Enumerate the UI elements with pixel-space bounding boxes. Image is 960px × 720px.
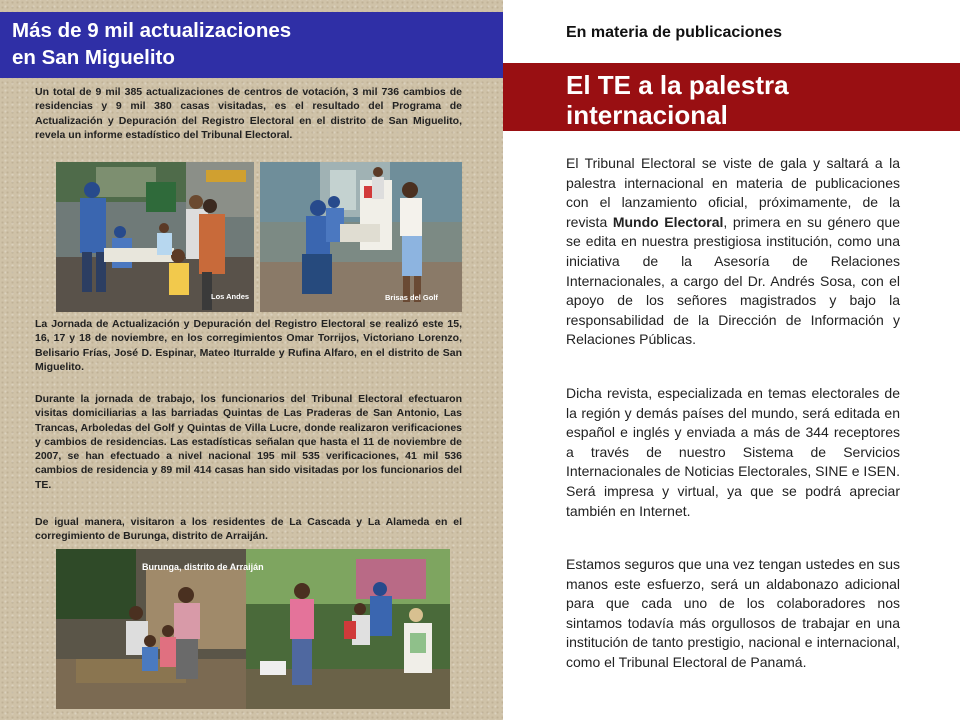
right-kicker: En materia de publicaciones (566, 24, 783, 41)
photo-brisas-del-golf-image (260, 162, 462, 312)
right-title-line2: internacional (566, 100, 728, 130)
right-title-line1: El TE a la palestra (566, 70, 789, 100)
photo-los-andes-image (56, 162, 254, 312)
magazine-name: Mundo Electoral (612, 213, 724, 230)
left-paragraph-1: Un total de 9 mil 385 actualizaciones de centros de votación, 3 mil 736 cambios de residencias y 9 mil 380 casas visitadas, es el resultado del Programa de Actualización y Depuración del Registro Electoral en el distrito de San Miguelito, revela un informe estadístico del Tribunal Electoral. (35, 86, 462, 141)
left-title-line1: Más de 9 mil actualizaciones (12, 19, 292, 42)
right-paragraph-1 (566, 154, 900, 350)
right-paragraph-1-start: El Tribunal Electoral se viste de gala y saltará a la palestra internacional en materia de publicaciones con el lanzamiento oficial, próximamente, de la revista (566, 155, 900, 230)
right-paragraph-2: Dicha revista, especializada en temas electorales de la región y demás países del mundo, será editada en español e inglés y enviada a más de 344 receptores a través de nuestro Sistema de Servicios Internacionales de Noticias Electorales, SINE e ISEN. Será impresa y virtual, ya que se podrá apreciar también en Internet. (566, 385, 900, 519)
photo-burunga-image (56, 549, 450, 709)
photo-burunga-caption: Burunga, distrito de Arraiján (142, 562, 264, 572)
left-paragraph-3: Durante la jornada de trabajo, los funcionarios del Tribunal Electoral efectuaron visitas domiciliarias a las barriadas Quintas de Las Praderas de San Antonio, Las Trancas, Arboledas del Golf y Quintas de Villa Lucre, donde realizaron verificaciones y cambios de residencias. Las estadísticas señalan que hasta el 11 de noviembre de 2007, se han efectuado a nivel nacional 195 mil 535 verificaciones, 41 mil 536 cambios de residencia y 89 mil 414 casas han sido visitadas por los funcionarios del TE. (35, 393, 462, 491)
photo-brisas-del-golf-caption: Brisas del Golf (385, 293, 438, 302)
photo-los-andes (56, 162, 254, 312)
left-paragraph-2: La Jornada de Actualización y Depuración del Registro Electoral se realizó este 15, 16, 17 y 18 de noviembre, en los corregimientos Omar Torrijos, Victoriano Lorenzo, Belisario Frías, José D. Espinar, Mateo Iturralde y Rufina Alfaro, en el distrito de San Miguelito. (35, 318, 462, 373)
left-paragraph-4: De igual manera, visitaron a los residentes de La Cascada y La Alameda en el corregimiento de Burunga, distrito de Arraiján. (35, 516, 462, 543)
photo-brisas-del-golf (260, 162, 462, 312)
right-paragraph-3: Estamos seguros que una vez tengan ustedes en sus manos este esfuerzo, será un aldabonazo adicional para que cada uno de los colaboradores nos sintamos todavía más orgullosos de trabajar en una institución de tanto prestigio, nacional e internacional, como el Tribunal Electoral de Panamá. (566, 556, 900, 670)
right-title-banner (503, 63, 960, 131)
right-paragraph-1-end: , primera en su género que se edita en nuestra prestigiosa institución, como una iniciativa de la Asesoría de Relaciones Internacionales, a cargo del Dr. Andrés Sosa, con el apoyo de los señores magistrados y bajo la responsabilidad de la Dirección de Información y Relaciones Públicas. (566, 213, 900, 348)
left-title-line2: en San Miguelito (12, 46, 175, 69)
photo-burunga (56, 549, 450, 709)
photo-los-andes-caption: Los Andes (211, 292, 250, 301)
left-title-banner (0, 12, 503, 78)
